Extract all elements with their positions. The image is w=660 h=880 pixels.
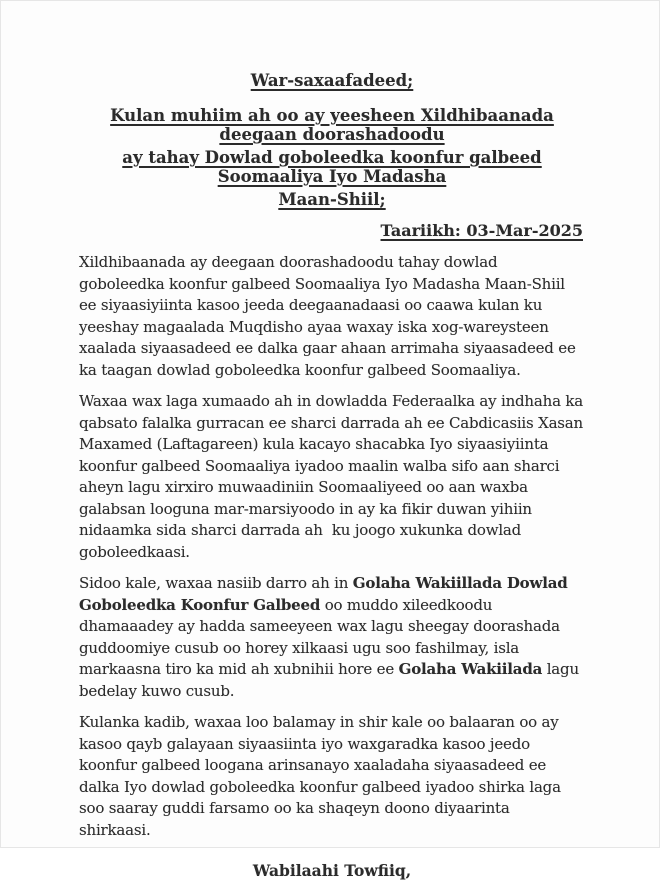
date-line (79, 221, 583, 240)
closing-salutation: Wabilaahi Towfiiq, (252, 861, 412, 880)
bold-text-run: Golaha Wakiillada Dowlad Goboleedka Koonfur Galbeed (79, 574, 573, 614)
document-title: War-saxaafadeed; (250, 71, 414, 90)
document-heading (79, 104, 585, 211)
body-paragraphs (79, 252, 588, 841)
paragraph (79, 252, 585, 381)
text-run: lagu bedelay kuwo cusub. (79, 660, 584, 700)
date-value: Taariikh: 03-Mar-2025 (380, 221, 583, 240)
document-heading-line: Maan-Shiil; (278, 190, 386, 209)
document-heading-line: ay tahay Dowlad goboleedka koonfur galbeed Soomaaliya Iyo Madasha (122, 148, 542, 186)
paragraph (79, 573, 585, 702)
paragraph (79, 712, 585, 841)
text-run: Kulanka kadib, waxaa loo balamay in shir kale oo balaaran oo ay kasoo qayb galayaan siyaasiinta iyo waxgaradka kasoo jeedo koonfur galbeed loogana arinsanayo xaaladaha siyaasadeed ee dalka Iyo dowlad goboleedka koonfur galbeed iyadoo shirka laga soo saaray guddi farsamo oo ka shaqeyn doono diyaarinta shirkaasi. (79, 713, 566, 839)
text-run: oo muddo xileedkoodu dhamaaadey ay hadda sameeyeen wax lagu sheegay doorashada guddoomiye cusub oo horey xilkaasi ugu soo fashilmay, isla markaasna tiro ka mid ah xubnihii hore ee (79, 595, 565, 678)
paragraph (79, 391, 588, 563)
text-run: Waxaa wax laga xumaado ah in dowladda Federaalka ay indhaha ka qabsato falalka gurracan ee sharci darrada ah ee Cabdicasiis Xasan Maxamed (Laftagareen) kula kacayo shacabka Iyo siyaasiyiinta koonfur galbeed Soomaaliya iyadoo maalin walba sifo aan sharci aheyn lagu xirxiro muwaadiniin Soomaaliyeed oo aan waxba galabsan looguna mar-marsiyoodo in ay ka fikir duwan yihiin nidaamka sida sharci darrada ah ku joogo xukunka dowlad goboleedkaasi. (79, 392, 588, 561)
text-run: Xildhibaanada ay deegaan doorashadoodu tahay dowlad goboleedka koonfur galbeed Soomaaliya Iyo Madasha Maan-Shiil ee siyaasiyiinta kasoo jeeda deegaanadaasi oo caawa kulan ku yeeshay magaalada Muqdisho ayaa waxay iska xog-wareysteen xaalada siyaasadeed ee dalka gaar ahaan arrimaha siyaasadeed ee ka taagan dowlad goboleedka koonfur galbeed Soomaaliya. (79, 253, 581, 379)
document-heading-line: Kulan muhiim ah oo ay yeesheen Xildhibaanada deegaan doorashadoodu (110, 106, 554, 144)
bold-text-run: Golaha Wakiilada (398, 660, 543, 678)
text-run: Sidoo kale, waxaa nasiib darro ah in (79, 574, 353, 592)
